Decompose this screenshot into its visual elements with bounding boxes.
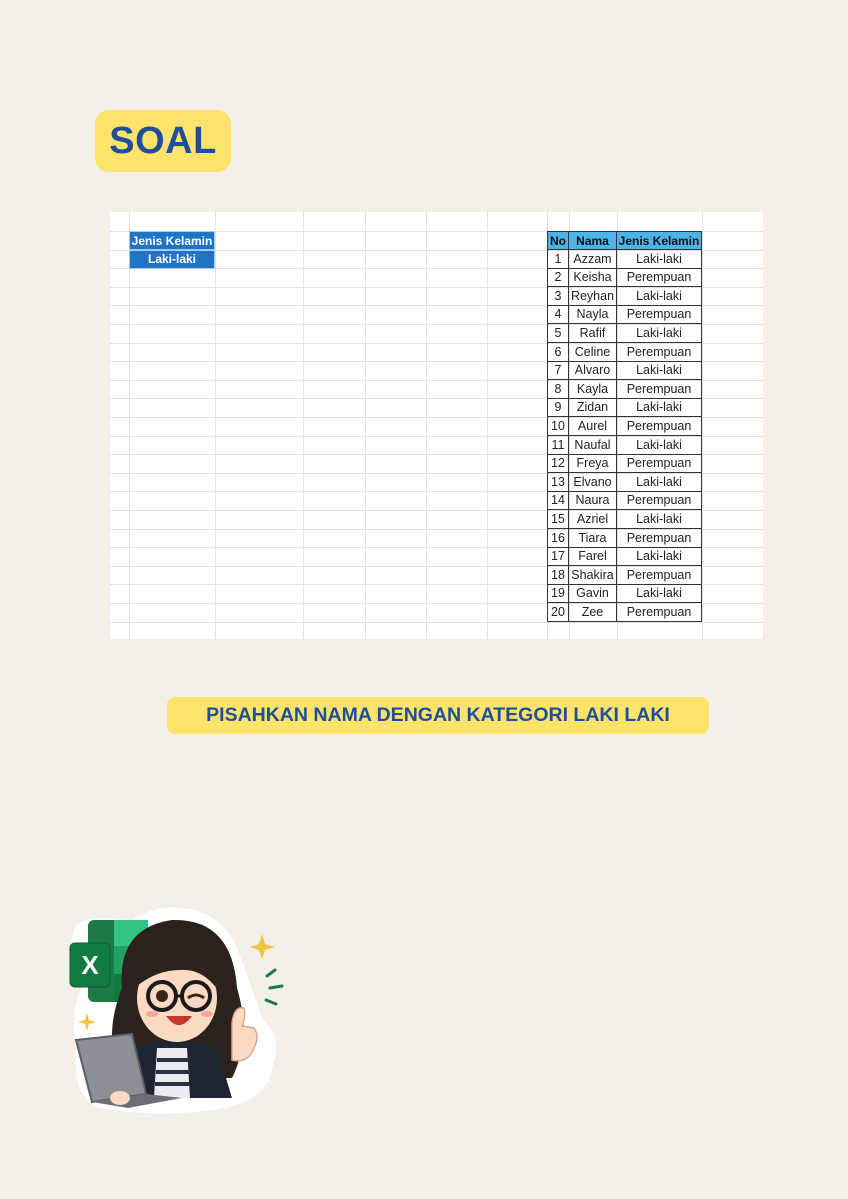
cell-nama[interactable]: Reyhan [569,287,617,306]
cell-no[interactable]: 20 [547,603,569,622]
cell-jenis-kelamin[interactable]: Laki-laki [617,398,702,417]
cell-jenis-kelamin[interactable]: Perempuan [617,603,702,622]
cell-no[interactable]: 15 [547,510,569,529]
cell-no[interactable]: 8 [547,380,569,399]
cell-no[interactable]: 7 [547,361,569,380]
cell-no[interactable]: 3 [547,287,569,306]
cell-jenis-kelamin[interactable]: Laki-laki [617,510,702,529]
cell-no[interactable]: 18 [547,566,569,585]
gridline-vertical [426,212,427,639]
cell-jenis-kelamin[interactable]: Laki-laki [617,584,702,603]
cell-nama[interactable]: Azriel [569,510,617,529]
cell-nama[interactable]: Tiara [569,529,617,548]
cell-jenis-kelamin[interactable]: Perempuan [617,380,702,399]
cell-nama[interactable]: Celine [569,343,617,362]
cell-nama[interactable]: Gavin [569,584,617,603]
cell-jenis-kelamin[interactable]: Perempuan [617,529,702,548]
cell-nama[interactable]: Nayla [569,305,617,324]
cell-no[interactable]: 11 [547,436,569,455]
svg-text:X: X [81,950,99,980]
cell-jenis-kelamin[interactable]: Perempuan [617,454,702,473]
gridline-vertical [215,212,216,639]
cell-jenis-kelamin[interactable]: Laki-laki [617,324,702,343]
cell-no[interactable]: 14 [547,491,569,510]
table-header-nama[interactable]: Nama [569,231,617,250]
cell-nama[interactable]: Kayla [569,380,617,399]
cell-no[interactable]: 19 [547,584,569,603]
gridline-vertical [303,212,304,639]
cell-jenis-kelamin[interactable]: Perempuan [617,268,702,287]
table-header-no[interactable]: No [547,231,569,250]
cell-nama[interactable]: Zee [569,603,617,622]
cell-nama[interactable]: Shakira [569,566,617,585]
cell-no[interactable]: 13 [547,473,569,492]
cell-no[interactable]: 6 [547,343,569,362]
spreadsheet [110,212,763,639]
cell-nama[interactable]: Keisha [569,268,617,287]
cell-jenis-kelamin[interactable]: Laki-laki [617,361,702,380]
cell-jenis-kelamin[interactable]: Laki-laki [617,547,702,566]
gridline-vertical [702,212,703,639]
cell-nama[interactable]: Alvaro [569,361,617,380]
cell-nama[interactable]: Zidan [569,398,617,417]
gridline-vertical [129,212,130,639]
cell-jenis-kelamin[interactable]: Perempuan [617,566,702,585]
cell-jenis-kelamin[interactable]: Laki-laki [617,250,702,269]
cell-jenis-kelamin[interactable]: Perempuan [617,343,702,362]
cell-no[interactable]: 16 [547,529,569,548]
cell-nama[interactable]: Naufal [569,436,617,455]
cell-jenis-kelamin[interactable]: Laki-laki [617,473,702,492]
instruction-banner: PISAHKAN NAMA DENGAN KATEGORI LAKI LAKI [167,697,709,734]
cell-jenis-kelamin[interactable]: Perempuan [617,305,702,324]
cell-no[interactable]: 10 [547,417,569,436]
excel-mascot-sticker-icon [62,898,284,1118]
cell-no[interactable]: 9 [547,398,569,417]
cell-no[interactable]: 2 [547,268,569,287]
cell-jenis-kelamin[interactable]: Perempuan [617,417,702,436]
cell-nama[interactable]: Elvano [569,473,617,492]
cell-no[interactable]: 5 [547,324,569,343]
gridline-vertical [365,212,366,639]
cell-nama[interactable]: Naura [569,491,617,510]
soal-badge: SOAL [95,110,231,172]
cell-no[interactable]: 4 [547,305,569,324]
cell-nama[interactable]: Azzam [569,250,617,269]
cell-jenis-kelamin[interactable]: Laki-laki [617,436,702,455]
cell-nama[interactable]: Freya [569,454,617,473]
cell-jenis-kelamin[interactable]: Laki-laki [617,287,702,306]
cell-nama[interactable]: Aurel [569,417,617,436]
cell-jenis-kelamin[interactable]: Perempuan [617,491,702,510]
cell-no[interactable]: 12 [547,454,569,473]
cell-nama[interactable]: Rafif [569,324,617,343]
cell-no[interactable]: 1 [547,250,569,269]
table-header-jenis-kelamin[interactable]: Jenis Kelamin [617,231,702,250]
gridline-vertical [487,212,488,639]
criteria-header-cell[interactable]: Jenis Kelamin [129,231,215,250]
criteria-value-cell[interactable]: Laki-laki [129,250,215,269]
cell-no[interactable]: 17 [547,547,569,566]
cell-nama[interactable]: Farel [569,547,617,566]
